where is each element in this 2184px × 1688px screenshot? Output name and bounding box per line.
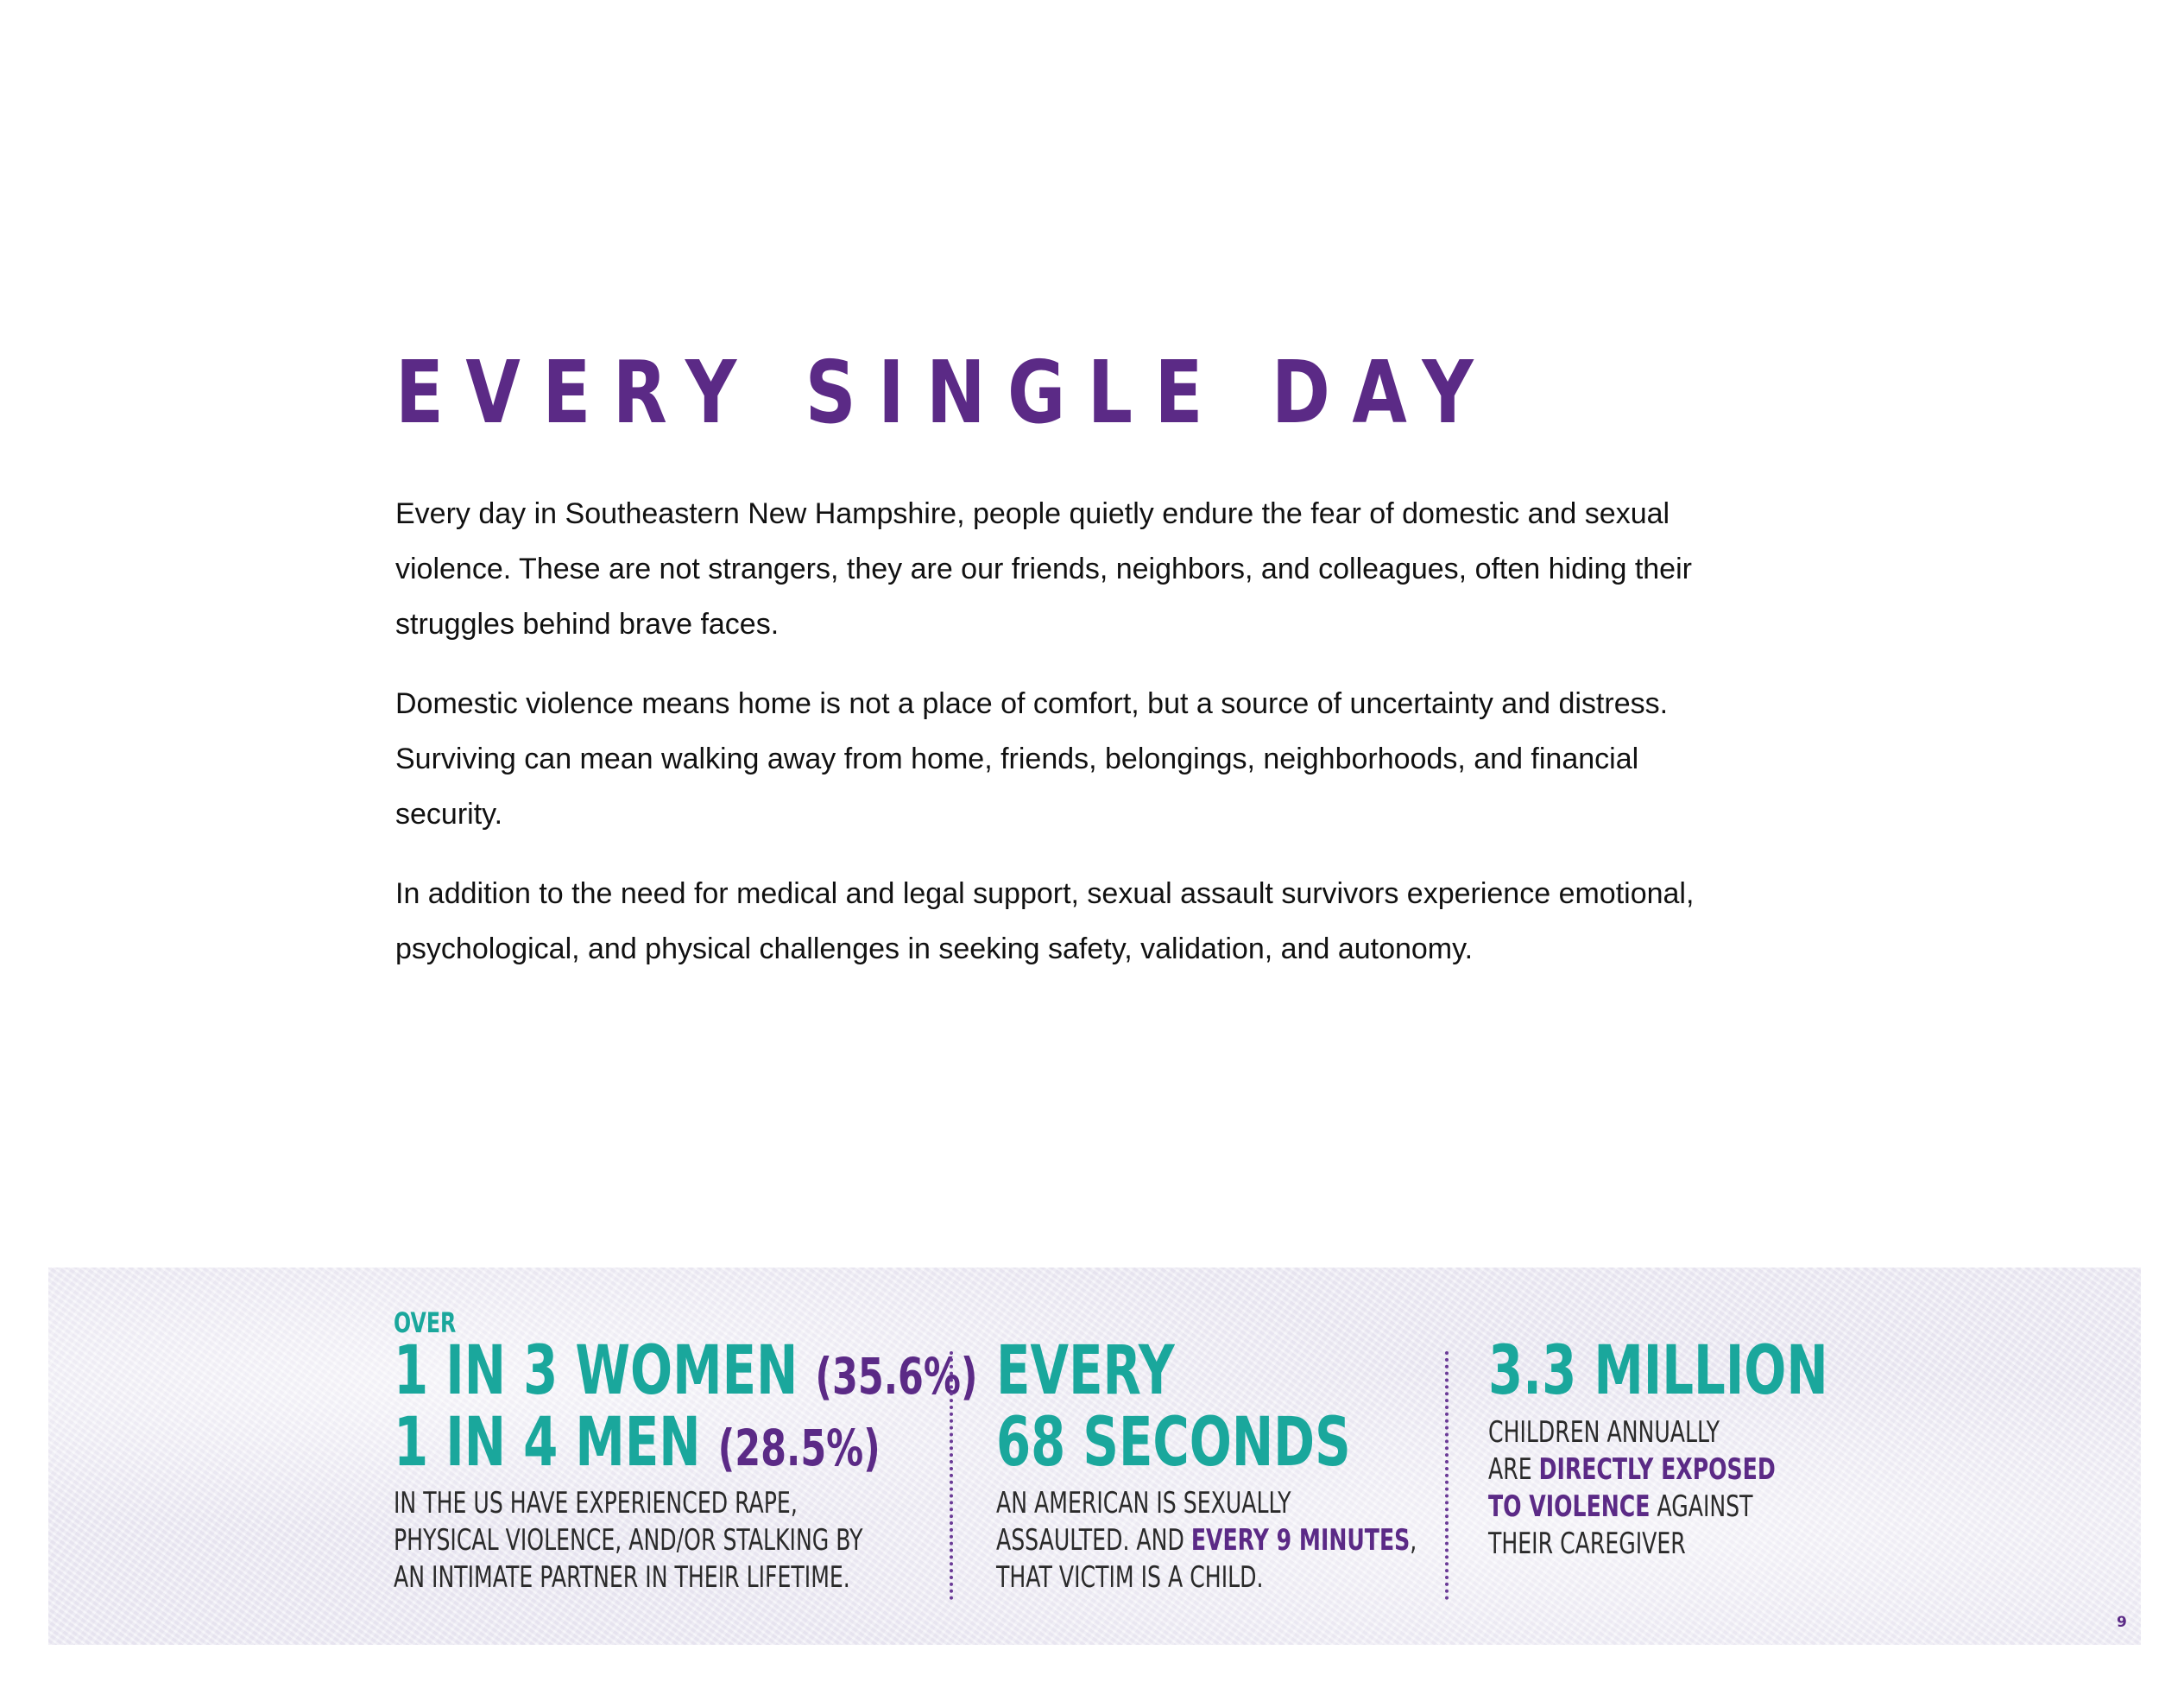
paragraph-2: Domestic violence means home is not a place of comfort, but a source of uncertainty and distress. Surviving can mean walking away from home, friends, belongings, neighborhoods, and financial security. [395,687,1669,831]
page-title: EVERY SINGLE DAY [395,342,1496,443]
stat-men-percent: (28.5%) [717,1419,881,1477]
stat-description-line-2 [1488,1451,1776,1489]
stat-text: AGAINST [1650,1489,1753,1524]
paragraph-1: Every day in Southeastern New Hampshire, people quietly endure the fear of domestic and sexual violence. These are not strangers, they are our friends, neighbors, and colleagues, often hiding their struggles behind brave faces. [395,497,1692,641]
stat-description-line-4: THEIR CAREGIVER [1488,1527,1686,1561]
stat-description-line-1: IN THE US HAVE EXPERIENCED RAPE, [394,1486,798,1520]
stat-men-line [394,1404,881,1484]
intro-text [395,486,1716,1001]
stat-women-line [394,1332,978,1413]
stat-description-line-2: PHYSICAL VIOLENCE, AND/OR STALKING BY [394,1523,863,1558]
stat-every: EVERY [996,1332,1175,1410]
stat-description-line-2 [996,1522,1417,1559]
paragraph-3: In addition to the need for medical and legal support, sexual assault survivors experience emotional, psychological, and physical challenges in seeking safety, validation, and autonomy. [395,877,1695,965]
stat-description-line-3 [1488,1489,1753,1526]
stat-text: ARE [1488,1452,1539,1487]
stat-description-line-1: CHILDREN ANNUALLY [1488,1415,1720,1450]
stat-women: 1 IN 3 WOMEN [394,1332,798,1410]
dotted-divider-2 [1445,1351,1449,1600]
page-number: 9 [2117,1614,2127,1631]
stat-68-seconds: 68 SECONDS [996,1404,1351,1482]
dotted-divider-1 [950,1351,953,1600]
stat-description-line-3: THAT VICTIM IS A CHILD. [996,1560,1264,1595]
stat-text: , [1410,1523,1417,1558]
stat-highlight: EVERY 9 MINUTES [1190,1523,1411,1558]
stat-text: ASSAULTED. AND [996,1523,1191,1558]
stat-highlight: TO VIOLENCE [1488,1489,1651,1524]
stat-description-line-1: AN AMERICAN IS SEXUALLY [996,1486,1291,1520]
stat-women-percent: (35.6%) [815,1347,978,1406]
stat-highlight: DIRECTLY EXPOSED [1538,1452,1776,1487]
stat-description-line-3: AN INTIMATE PARTNER IN THEIR LIFETIME. [394,1560,850,1595]
stat-men: 1 IN 4 MEN [394,1404,701,1482]
stat-3-3-million: 3.3 MILLION [1488,1332,1828,1410]
stat-over-label: OVER [394,1306,457,1339]
statistics-band [48,1268,2141,1645]
